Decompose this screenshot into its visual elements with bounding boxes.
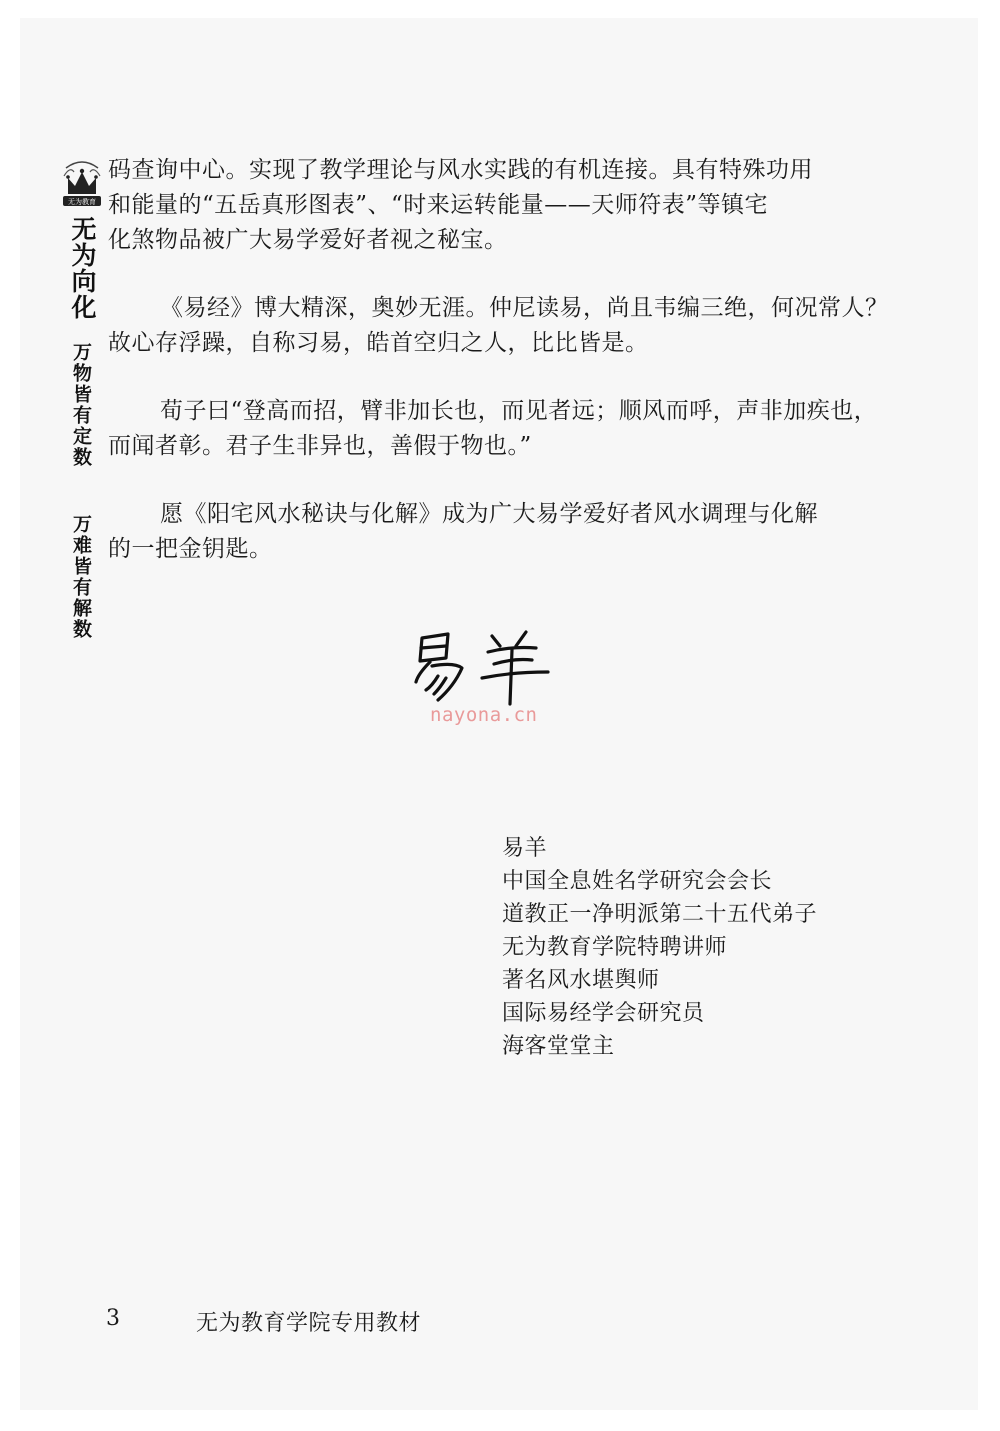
author-title: 无为教育学院特聘讲师	[502, 935, 728, 960]
body-text	[108, 153, 898, 600]
logo-text: 无为教育	[68, 198, 96, 206]
paragraph-line: 而闻者彰。君子生非异也，善假于物也。”	[108, 433, 532, 459]
paragraph-line: 愿《阳宅风水秘诀与化解》成为广大易学爱好者风水调理与化解	[160, 501, 818, 527]
author-credits	[502, 832, 817, 1063]
motto-vertical-text-1: 万物皆有定数	[70, 342, 92, 468]
paragraph-line: 故心存浮躁，自称习易，皓首空归之人，比比皆是。	[108, 330, 649, 356]
paragraph-3	[108, 394, 898, 464]
paragraph-line: 的一把金钥匙。	[108, 536, 273, 562]
watermark-text: nayona.cn	[430, 704, 538, 726]
paragraph-line: 化煞物品被广大易学爱好者视之秘宝。	[108, 227, 508, 253]
author-title: 中国全息姓名学研究会会长	[502, 869, 773, 894]
author-name: 易羊	[502, 836, 548, 861]
paragraph-line: 和能量的“五岳真形图表”、“时来运转能量——天师符表”等镇宅	[108, 192, 769, 218]
paragraph-line: 荀子曰“登高而招，臂非加长也，而见者远；顺风而呼，声非加疾也，	[160, 398, 878, 424]
author-title: 国际易经学会研究员	[502, 1001, 705, 1026]
author-title: 著名风水堪舆师	[502, 968, 660, 993]
brand-vertical-text: 无为向化	[68, 216, 97, 320]
paragraph-2	[108, 291, 898, 361]
paragraph-1	[108, 153, 898, 258]
motto-vertical-text-2: 万难皆有解数	[70, 514, 92, 640]
page-number: 3	[106, 1306, 120, 1331]
book-series-title: 无为教育学院专用教材	[196, 1311, 422, 1336]
crown-logo-icon	[60, 160, 104, 212]
handwritten-signature	[408, 628, 558, 708]
paragraph-4	[108, 497, 898, 567]
author-title: 海客堂堂主	[502, 1034, 615, 1059]
paragraph-line: 《易经》博大精深，奥妙无涯。仲尼读易，尚且韦编三绝，何况常人？	[160, 295, 889, 321]
paragraph-line: 码查询中心。实现了教学理论与风水实践的有机连接。具有特殊功用	[108, 157, 813, 183]
author-title: 道教正一净明派第二十五代弟子	[502, 902, 818, 927]
